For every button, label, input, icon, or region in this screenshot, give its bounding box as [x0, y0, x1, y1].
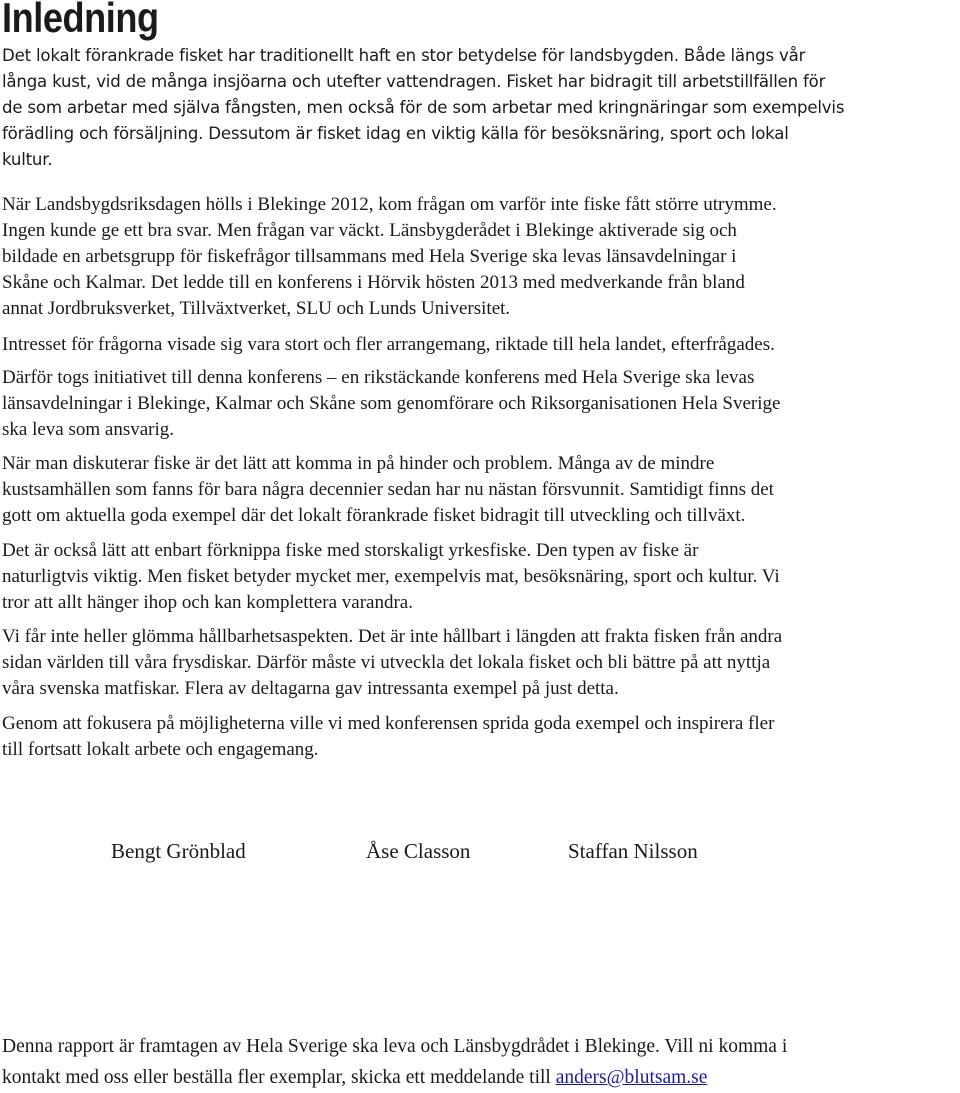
text-line: Därför togs initiativet till denna konferens – en rikstäckande konferens med Hela Sverige ska levas — [2, 367, 755, 388]
page-title: Inledning — [2, 0, 159, 41]
text-line: tror att allt hänger ihop och kan komplettera varandra. — [2, 592, 413, 613]
footer-text: kontakt med oss eller beställa fler exemplar, skicka ett meddelande till — [2, 1067, 556, 1088]
signature-staffan-nilsson: Staffan Nilsson — [568, 839, 698, 863]
text-line: Vi får inte heller glömma hållbarhetsaspekten. Det är inte hållbart i längden att frakta fisken från andra — [2, 626, 783, 647]
paragraph-mojligheter — [2, 711, 960, 763]
text-line: länsavdelningar i Blekinge, Kalmar och Skåne som genomförare och Riksorganisationen Hela Sverige — [2, 393, 781, 414]
text-line: långa kust, vid de många insjöarna och utefter vattendragen. Fisket har bidragit till arbetstillfällen för — [2, 72, 826, 91]
text-line: de som arbetar med själva fångsten, men också för de som arbetar med kringnäringar som exempelvis — [2, 98, 845, 117]
email-link[interactable]: anders@blutsam.se — [555, 1067, 708, 1088]
text-line: Intresset för frågorna visade sig vara stort och fler arrangemang, riktade till hela landet, efterfrågades. — [2, 334, 775, 355]
text-line: När man diskuterar fiske är det lätt att komma in på hinder och problem. Många av de mindre — [2, 453, 715, 474]
text-line: sidan världen till våra frysdiskar. Därför måste vi utveckla det lokala fisket och bli bättre på att nyttja — [2, 652, 771, 673]
text-line: annat Jordbruksverket, Tillväxtverket, SLU och Lunds Universitet. — [2, 298, 511, 319]
text-line: förädling och försäljning. Dessutom är fisket idag en viktig källa för besöksnäring, sport och lokal — [2, 124, 789, 143]
paragraph-intro — [2, 43, 960, 173]
text-line: Skåne och Kalmar. Det ledde till en konferens i Hörvik hösten 2013 med medverkande från bland — [2, 272, 745, 293]
signature-bengt-gronblad: Bengt Grönblad — [111, 839, 246, 863]
footer-contact — [2, 1031, 960, 1093]
text-line: våra svenska matfiskar. Flera av deltagarna gav intressanta exempel på just detta. — [2, 678, 619, 699]
footer-line — [2, 1062, 960, 1093]
paragraph-hallbarhet — [2, 624, 960, 702]
paragraph-initiativet — [2, 365, 960, 443]
paragraph-intresset — [2, 332, 960, 358]
footer-line: Denna rapport är framtagen av Hela Sverige ska leva och Länsbygdrådet i Blekinge. Vill ni komma i — [2, 1036, 788, 1057]
text-line: När Landsbygdsriksdagen hölls i Blekinge 2012, kom frågan om varför inte fiske fått större utrymme. — [2, 194, 777, 215]
text-line: Genom att fokusera på möjligheterna ville vi med konferensen sprida goda exempel och inspirera fler — [2, 713, 775, 734]
text-line: Det är också lätt att enbart förknippa fiske med storskaligt yrkesfiske. Den typen av fiske är — [2, 540, 699, 561]
text-line: till fortsatt lokalt arbete och engagemang. — [2, 739, 319, 760]
paragraph-landsbygdsriksdagen — [2, 192, 960, 322]
text-line: bildade en arbetsgrupp för fiskefrågor tillsammans med Hela Sverige ska levas länsavdelningar i — [2, 246, 737, 267]
text-line: kultur. — [2, 150, 53, 169]
signature-ase-classon: Åse Classon — [366, 839, 471, 863]
paragraph-hinder — [2, 451, 960, 529]
text-line: Ingen kunde ge ett bra svar. Men frågan var väckt. Länsbygderådet i Blekinge aktiverade sig och — [2, 220, 737, 241]
text-line: gott om aktuella goda exempel där det lokalt förankrade fisket bidragit till utveckling och tillväxt. — [2, 505, 746, 526]
text-line: ska leva som ansvarig. — [2, 419, 175, 440]
paragraph-yrkesfiske — [2, 538, 960, 616]
text-line: kustsamhällen som fanns för bara några decennier sedan har nu nästan försvunnit. Samtidigt finns det — [2, 479, 774, 500]
text-line: Det lokalt förankrade fisket har traditionellt haft en stor betydelse för landsbygden. Både längs vår — [2, 46, 806, 65]
text-line: naturligtvis viktig. Men fisket betyder mycket mer, exempelvis mat, besöksnäring, sport och kultur. Vi — [2, 566, 780, 587]
